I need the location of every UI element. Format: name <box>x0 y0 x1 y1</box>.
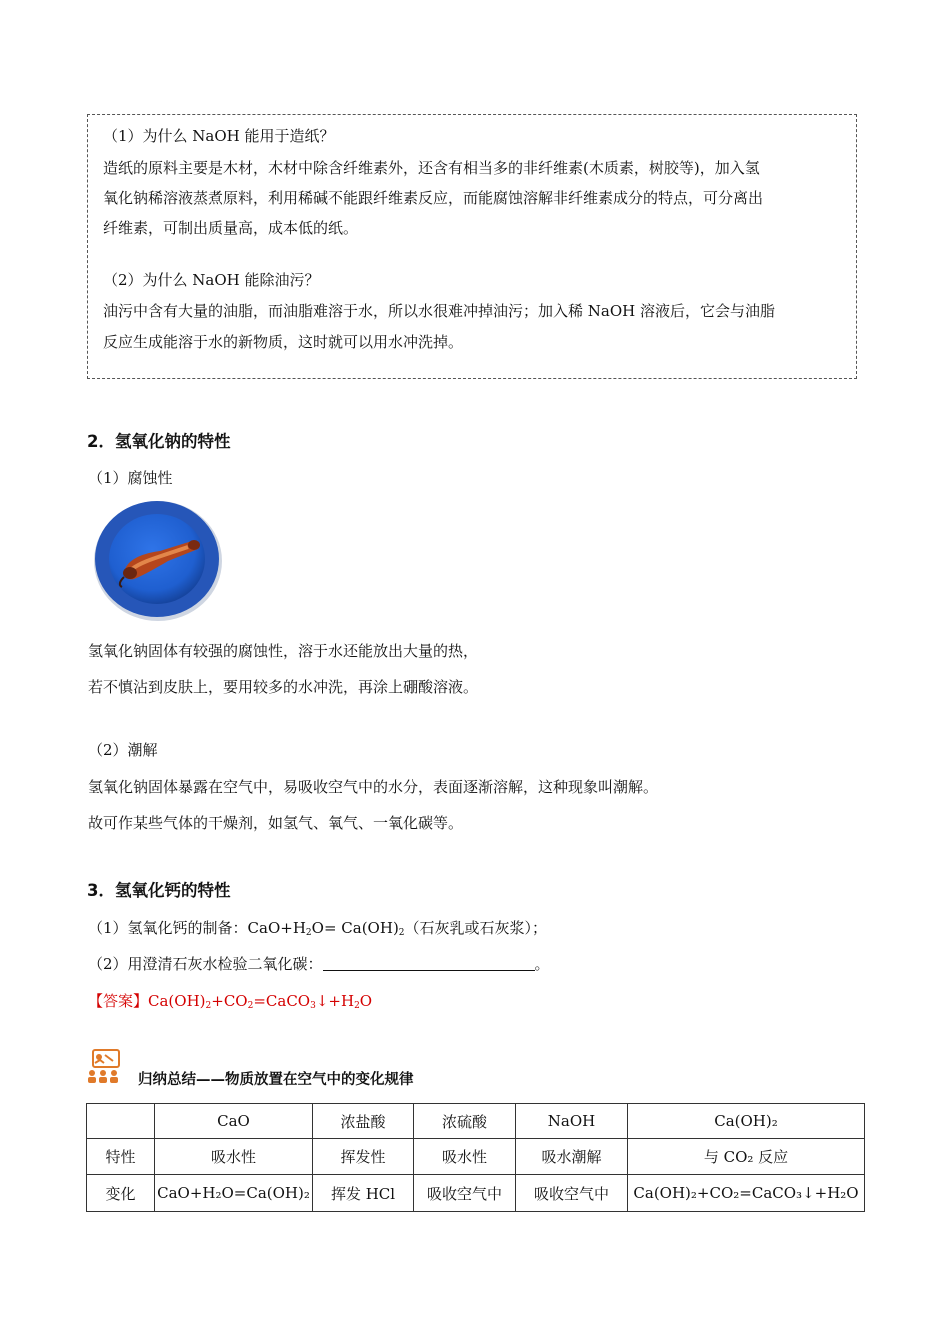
answer-blank[interactable] <box>323 956 535 971</box>
corroded-bone-photo <box>88 497 224 623</box>
table-cell <box>87 1104 155 1139</box>
table-cell: CaO+H₂O=Ca(OH)₂ <box>155 1175 313 1212</box>
section-3-heading: 3．氢氧化钙的特性 <box>87 881 231 900</box>
table-cell: NaOH <box>516 1104 628 1139</box>
table-cell: 浓硫酸 <box>414 1104 516 1139</box>
section-2-sub-2: （2）潮解 <box>88 741 158 759</box>
table-cell: Ca(OH)₂+CO₂=CaCO₃↓+H₂O <box>628 1175 865 1212</box>
answer-1-line-1: 造纸的原料主要是木材，木材中除含纤维素外，还含有相当多的非纤维素(木质素，树胶等)，加入氢 <box>103 159 760 177</box>
table-cell: 特性 <box>87 1139 155 1175</box>
table-cell: 挥发 HCl <box>313 1175 414 1212</box>
table-cell: 挥发性 <box>313 1139 414 1175</box>
table-cell: 吸水潮解 <box>516 1139 628 1175</box>
corrosion-text-2: 若不慎沾到皮肤上，要用较多的水冲洗，再涂上硼酸溶液。 <box>88 678 479 696</box>
table-cell: Ca(OH)₂ <box>628 1104 865 1139</box>
table-cell: 吸水性 <box>414 1139 516 1175</box>
answer-1-line-3: 纤维素，可制出质量高，成本低的纸。 <box>103 219 359 237</box>
table-cell: 与 CO₂ 反应 <box>628 1139 865 1175</box>
table-row <box>87 1139 865 1175</box>
table-row <box>87 1175 865 1212</box>
question-2: （2）为什么 NaOH 能除油污？ <box>103 271 320 289</box>
answer-2-line-2: 反应生成能溶于水的新物质，这时就可以用水冲洗掉。 <box>103 333 464 351</box>
answer-line: 【答案】$Ca(OH)_2+CO_2=CaCO_3↓+H_2O$ <box>88 992 373 1011</box>
table-cell: CaO <box>155 1104 313 1139</box>
answer-2-line-1: 油污中含有大量的油脂，而油脂难溶于水，所以水很难冲掉油污；加入稀 NaOH 溶液后，它会与油脂 <box>103 302 775 320</box>
table-cell: 吸收空气中 <box>414 1175 516 1212</box>
deliquescence-text-1: 氢氧化钠固体暴露在空气中，易吸收空气中的水分，表面逐渐溶解，这种现象叫潮解。 <box>88 778 659 796</box>
answer-1-line-2: 氧化钠稀溶液蒸煮原料，利用稀碱不能跟纤维素反应，而能腐蚀溶解非纤维素成分的特点，可分离出 <box>103 189 764 207</box>
table-cell: 吸收空气中 <box>516 1175 628 1212</box>
corrosion-text-1: 氢氧化钠固体有较强的腐蚀性，溶于水还能放出大量的热， <box>88 642 479 660</box>
calcium-hydroxide-preparation: （1）氢氧化钙的制备：$CaO+H_2O= Ca(OH)_2$（石灰乳或石灰浆）； <box>88 919 548 938</box>
table-header-row <box>87 1104 865 1139</box>
section-2-sub-1: （1）腐蚀性 <box>88 469 173 487</box>
summary-title: 归纳总结——物质放置在空气中的变化规律 <box>138 1072 414 1088</box>
table-cell: 吸水性 <box>155 1139 313 1175</box>
table-cell: 变化 <box>87 1175 155 1212</box>
deliquescence-text-2: 故可作某些气体的干燥剂，如氢气、氧气、一氧化碳等。 <box>88 814 464 832</box>
section-2-heading: 2．氢氧化钠的特性 <box>87 432 231 451</box>
question-1: （1）为什么 NaOH 能用于造纸？ <box>103 127 335 145</box>
teacher-presentation-icon <box>87 1049 121 1083</box>
summary-table <box>86 1103 865 1212</box>
co2-test-question: （2）用澄清石灰水检验二氧化碳： 。 <box>88 955 550 973</box>
table-cell: 浓盐酸 <box>313 1104 414 1139</box>
